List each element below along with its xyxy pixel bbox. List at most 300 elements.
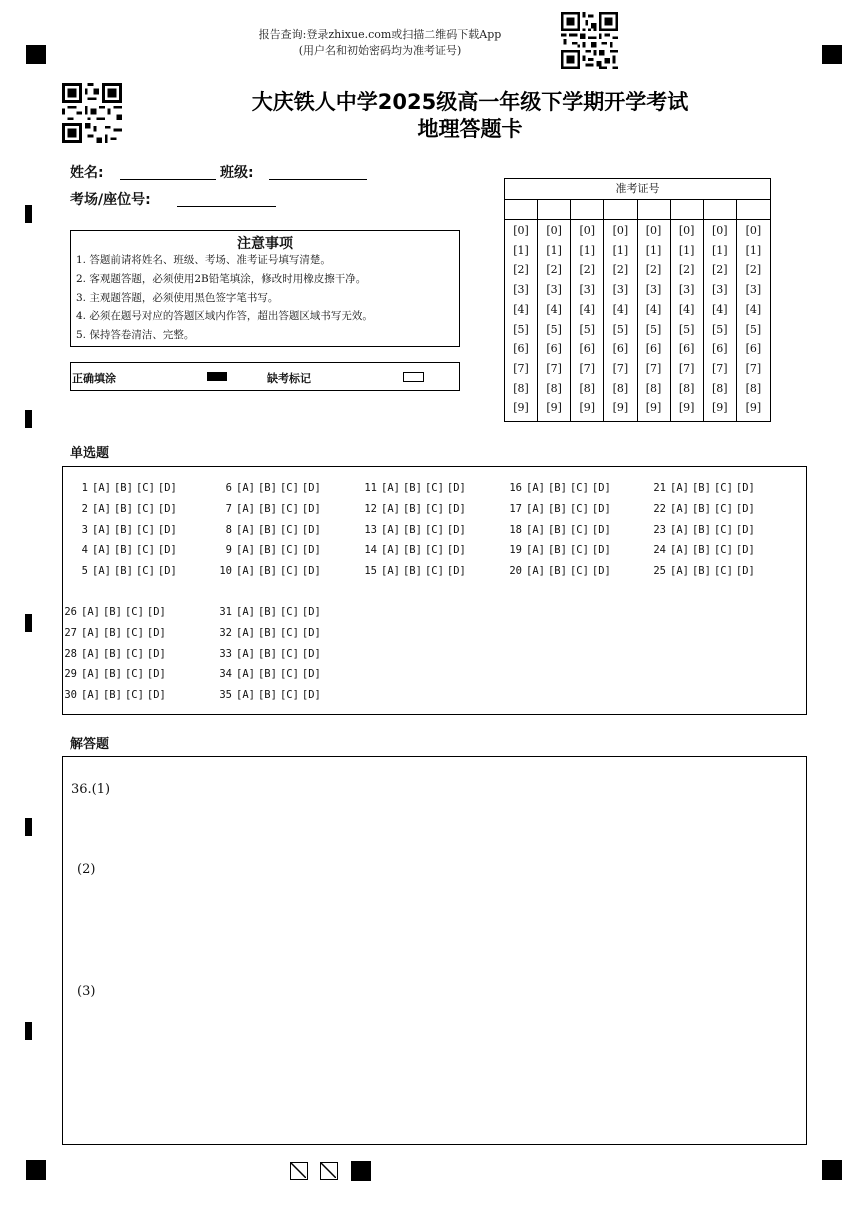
answer-bubble[interactable]: [A] xyxy=(92,482,111,494)
answer-bubble[interactable]: [C] xyxy=(713,503,733,515)
answer-bubble[interactable]: [B] xyxy=(102,648,122,660)
answer-bubble[interactable]: [D] xyxy=(301,668,321,680)
question-number: 3 xyxy=(81,524,88,536)
exam-id-bubble[interactable]: [0] xyxy=(579,224,596,237)
answer-bubble[interactable]: [C] xyxy=(124,606,144,618)
question-30 xyxy=(57,688,169,702)
exam-id-bubble[interactable]: [8] xyxy=(513,381,529,395)
question-number: 15 xyxy=(364,565,377,577)
answer-bubble[interactable]: [B] xyxy=(257,544,277,556)
answer-bubble[interactable]: [B] xyxy=(257,482,277,494)
exam-id-bubble[interactable]: [1] xyxy=(678,243,695,257)
answer-bubble[interactable]: [D] xyxy=(157,482,177,494)
exam-id-bubble[interactable]: [4] xyxy=(745,302,762,316)
answer-bubble[interactable]: [A] xyxy=(81,689,100,701)
exam-id-bubble[interactable]: [6] xyxy=(678,342,695,356)
exam-id-bubble[interactable]: [7] xyxy=(579,361,596,375)
answer-bubble[interactable]: [C] xyxy=(135,482,155,494)
question-number: 11 xyxy=(364,482,377,494)
question-number: 21 xyxy=(653,482,666,494)
exam-id-column xyxy=(671,199,704,421)
exam-id-bubble[interactable]: [6] xyxy=(645,342,662,356)
question-19 xyxy=(502,543,614,557)
answer-bubble[interactable]: [A] xyxy=(381,482,400,494)
answer-bubble[interactable]: [C] xyxy=(124,627,144,639)
answer-bubble[interactable]: [D] xyxy=(301,503,321,515)
answer-bubble[interactable]: [B] xyxy=(257,668,277,680)
answer-bubble[interactable]: [B] xyxy=(102,627,122,639)
answer-bubble[interactable]: [D] xyxy=(157,565,177,577)
essay-answer-area[interactable] xyxy=(62,756,807,1145)
answer-bubble[interactable]: [B] xyxy=(691,544,711,556)
answer-bubble[interactable]: [A] xyxy=(236,668,255,680)
answer-bubble[interactable]: [B] xyxy=(547,482,567,494)
room-seat-field[interactable] xyxy=(177,206,276,207)
answer-bubble[interactable]: [A] xyxy=(236,544,255,556)
exam-id-bubble[interactable]: [9] xyxy=(712,401,728,415)
answer-bubble[interactable]: [D] xyxy=(301,482,321,494)
answer-bubble[interactable]: [B] xyxy=(257,627,277,639)
question-2 xyxy=(68,502,180,516)
answer-bubble[interactable]: [C] xyxy=(713,524,733,536)
answer-bubble[interactable]: [C] xyxy=(569,503,589,515)
question-36-part-2: (2) xyxy=(77,862,96,877)
exam-id-bubble[interactable]: [3] xyxy=(513,283,529,297)
answer-bubble[interactable]: [D] xyxy=(446,503,466,515)
answer-bubble[interactable]: [C] xyxy=(279,689,299,701)
exam-id-column xyxy=(505,199,538,421)
notice-item: 1. 答题前请将姓名、班级、考场、准考证号填写清楚。 xyxy=(76,254,331,266)
answer-bubble[interactable]: [A] xyxy=(381,565,400,577)
exam-id-bubble[interactable]: [4] xyxy=(712,302,728,316)
exam-id-bubble[interactable]: [2] xyxy=(678,263,695,277)
exam-id-bubble[interactable]: [3] xyxy=(546,283,562,297)
answer-bubble[interactable]: [A] xyxy=(81,627,100,639)
page-mark-filled-box xyxy=(351,1161,371,1181)
answer-bubble[interactable]: [B] xyxy=(257,565,277,577)
answer-bubble[interactable]: [D] xyxy=(301,689,321,701)
answer-bubble[interactable]: [B] xyxy=(402,482,422,494)
exam-id-bubble[interactable]: [7] xyxy=(745,361,762,375)
answer-bubble[interactable]: [A] xyxy=(670,482,689,494)
answer-bubble[interactable]: [D] xyxy=(735,565,755,577)
answer-bubble[interactable]: [C] xyxy=(424,503,444,515)
exam-id-digit-box[interactable] xyxy=(671,199,703,220)
answer-bubble[interactable]: [D] xyxy=(301,606,321,618)
exam-id-bubble[interactable]: [1] xyxy=(645,243,662,257)
exam-id-bubble[interactable]: [5] xyxy=(612,322,629,336)
answer-bubble[interactable]: [B] xyxy=(547,565,567,577)
timing-mark xyxy=(25,410,32,428)
answer-bubble[interactable]: [A] xyxy=(670,524,689,536)
answer-bubble[interactable]: [B] xyxy=(113,544,133,556)
answer-bubble[interactable]: [B] xyxy=(691,524,711,536)
exam-id-bubble[interactable]: [6] xyxy=(612,342,629,356)
question-11 xyxy=(357,481,469,495)
exam-id-bubble[interactable]: [7] xyxy=(678,361,695,375)
correct-fill-sample xyxy=(207,372,227,381)
answer-bubble[interactable]: [A] xyxy=(381,524,400,536)
exam-id-bubble[interactable]: [2] xyxy=(645,263,662,277)
answer-bubble[interactable]: [A] xyxy=(81,606,100,618)
answer-bubble[interactable]: [D] xyxy=(591,524,611,536)
exam-id-bubble[interactable]: [5] xyxy=(579,322,596,336)
name-field[interactable] xyxy=(120,179,216,180)
exam-id-bubble[interactable]: [8] xyxy=(712,381,728,395)
exam-id-bubble[interactable]: [0] xyxy=(612,224,629,237)
answer-bubble[interactable]: [B] xyxy=(547,524,567,536)
exam-id-digit-box[interactable] xyxy=(571,199,603,220)
exam-id-bubble[interactable]: [4] xyxy=(678,302,695,316)
answer-bubble[interactable]: [A] xyxy=(670,565,689,577)
notice-item: 3. 主观题答题，必须使用黑色签字笔书写。 xyxy=(76,292,279,304)
answer-bubble[interactable]: [A] xyxy=(381,544,400,556)
exam-id-bubble[interactable]: [1] xyxy=(612,243,629,257)
exam-id-bubble[interactable]: [5] xyxy=(678,322,695,336)
exam-id-digit-box[interactable] xyxy=(638,199,670,220)
answer-bubble[interactable]: [D] xyxy=(146,689,166,701)
question-6 xyxy=(212,481,324,495)
question-27 xyxy=(57,626,169,640)
question-33 xyxy=(212,647,324,661)
answer-bubble[interactable]: [D] xyxy=(735,482,755,494)
notice-item: 2. 客观题答题，必须使用2B铅笔填涂，修改时用橡皮擦干净。 xyxy=(76,273,367,285)
answer-bubble[interactable]: [D] xyxy=(301,565,321,577)
question-number: 5 xyxy=(81,565,88,577)
answer-bubble[interactable]: [D] xyxy=(301,544,321,556)
answer-bubble[interactable]: [B] xyxy=(547,544,567,556)
question-number: 10 xyxy=(219,565,232,577)
exam-id-bubble[interactable]: [1] xyxy=(513,243,529,257)
answer-bubble[interactable]: [C] xyxy=(713,565,733,577)
question-number: 16 xyxy=(509,482,522,494)
question-15 xyxy=(357,564,469,578)
answer-bubble[interactable]: [C] xyxy=(713,544,733,556)
answer-bubble[interactable]: [D] xyxy=(301,524,321,536)
answer-bubble[interactable]: [B] xyxy=(257,648,277,660)
answer-bubble[interactable]: [B] xyxy=(402,544,422,556)
answer-bubble[interactable]: [A] xyxy=(92,565,111,577)
fill-example-box xyxy=(70,362,460,391)
answer-bubble[interactable]: [B] xyxy=(257,524,277,536)
answer-bubble[interactable]: [C] xyxy=(135,544,155,556)
exam-id-bubble[interactable]: [5] xyxy=(546,322,562,336)
exam-id-bubble[interactable]: [0] xyxy=(745,224,762,237)
answer-bubble[interactable]: [C] xyxy=(279,544,299,556)
exam-id-bubble[interactable]: [1] xyxy=(712,243,728,257)
question-number: 18 xyxy=(509,524,522,536)
question-number: 13 xyxy=(364,524,377,536)
exam-id-bubble[interactable]: [6] xyxy=(712,342,728,356)
exam-id-bubble[interactable]: [7] xyxy=(513,361,529,375)
question-number: 29 xyxy=(64,668,77,680)
answer-bubble[interactable]: [A] xyxy=(236,503,255,515)
notice-item: 5. 保持答卷清洁、完整。 xyxy=(76,329,195,341)
answer-bubble[interactable]: [D] xyxy=(591,544,611,556)
answer-bubble[interactable]: [C] xyxy=(424,544,444,556)
exam-id-bubble[interactable]: [4] xyxy=(645,302,662,316)
answer-bubble[interactable]: [B] xyxy=(257,689,277,701)
question-number: 1 xyxy=(81,482,88,494)
question-number: 8 xyxy=(225,524,232,536)
exam-id-bubble[interactable]: [8] xyxy=(645,381,662,395)
answer-bubble[interactable]: [C] xyxy=(279,565,299,577)
answer-bubble[interactable]: [A] xyxy=(92,503,111,515)
exam-id-bubble[interactable]: [3] xyxy=(645,283,662,297)
question-number: 12 xyxy=(364,503,377,515)
answer-bubble[interactable]: [C] xyxy=(124,689,144,701)
question-number: 6 xyxy=(225,482,232,494)
answer-bubble[interactable]: [D] xyxy=(591,503,611,515)
exam-id-bubble[interactable]: [3] xyxy=(745,283,762,297)
answer-bubble[interactable]: [A] xyxy=(236,482,255,494)
question-number: 17 xyxy=(509,503,522,515)
answer-bubble[interactable]: [D] xyxy=(446,544,466,556)
exam-id-digit-box[interactable] xyxy=(538,199,570,220)
question-number: 25 xyxy=(653,565,666,577)
answer-bubble[interactable]: [C] xyxy=(569,544,589,556)
question-number: 20 xyxy=(509,565,522,577)
exam-id-bubble[interactable]: [9] xyxy=(645,401,662,415)
exam-id-bubble[interactable]: [2] xyxy=(745,263,762,277)
exam-id-bubble[interactable]: [2] xyxy=(612,263,629,277)
answer-bubble[interactable]: [C] xyxy=(424,482,444,494)
answer-bubble[interactable]: [D] xyxy=(446,482,466,494)
answer-bubble[interactable]: [B] xyxy=(691,482,711,494)
exam-id-bubble[interactable]: [8] xyxy=(546,381,562,395)
exam-id-bubble[interactable]: [5] xyxy=(513,322,529,336)
answer-bubble[interactable]: [B] xyxy=(402,565,422,577)
question-29 xyxy=(57,667,169,681)
answer-bubble[interactable]: [B] xyxy=(547,503,567,515)
exam-id-bubble[interactable]: [2] xyxy=(546,263,562,277)
answer-bubble[interactable]: [C] xyxy=(424,524,444,536)
exam-id-bubble[interactable]: [5] xyxy=(745,322,762,336)
answer-bubble[interactable]: [B] xyxy=(691,565,711,577)
question-number: 14 xyxy=(364,544,377,556)
answer-bubble[interactable]: [A] xyxy=(236,689,255,701)
notice-title: 注意事项 xyxy=(237,236,293,252)
answer-bubble[interactable]: [D] xyxy=(157,503,177,515)
answer-bubble[interactable]: [D] xyxy=(735,503,755,515)
question-number: 26 xyxy=(64,606,77,618)
exam-id-bubble[interactable]: [9] xyxy=(546,401,562,415)
class-label: 班级: xyxy=(220,165,254,181)
answer-bubble[interactable]: [A] xyxy=(236,524,255,536)
exam-id-digit-box[interactable] xyxy=(505,199,537,220)
answer-bubble[interactable]: [A] xyxy=(92,544,111,556)
exam-id-digit-box[interactable] xyxy=(737,199,770,220)
exam-id-bubble[interactable]: [9] xyxy=(678,401,695,415)
answer-bubble[interactable]: [D] xyxy=(735,544,755,556)
question-number: 9 xyxy=(225,544,232,556)
exam-id-bubble[interactable]: [9] xyxy=(579,401,596,415)
answer-bubble[interactable]: [C] xyxy=(135,503,155,515)
answer-bubble[interactable]: [C] xyxy=(569,524,589,536)
timing-mark xyxy=(25,818,32,836)
answer-bubble[interactable]: [A] xyxy=(526,565,545,577)
answer-bubble[interactable]: [C] xyxy=(135,565,155,577)
answer-bubble[interactable]: [D] xyxy=(591,482,611,494)
question-number: 28 xyxy=(64,648,77,660)
answer-bubble[interactable]: [C] xyxy=(279,668,299,680)
answer-bubble[interactable]: [A] xyxy=(670,503,689,515)
exam-id-bubble[interactable]: [8] xyxy=(579,381,596,395)
answer-bubble[interactable]: [A] xyxy=(526,482,545,494)
answer-bubble[interactable]: [B] xyxy=(102,689,122,701)
question-20 xyxy=(502,564,614,578)
exam-id-bubble[interactable]: [2] xyxy=(513,263,529,277)
answer-bubble[interactable]: [D] xyxy=(157,544,177,556)
page-mark-slashed-box xyxy=(320,1162,338,1180)
exam-id-bubble[interactable]: [8] xyxy=(745,381,762,395)
exam-id-bubble[interactable]: [4] xyxy=(546,302,562,316)
exam-id-bubble[interactable]: [5] xyxy=(712,322,728,336)
answer-bubble[interactable]: [C] xyxy=(279,606,299,618)
exam-id-bubble[interactable]: [7] xyxy=(546,361,562,375)
answer-bubble[interactable]: [B] xyxy=(691,503,711,515)
exam-id-bubble[interactable]: [0] xyxy=(546,224,562,237)
answer-bubble[interactable]: [D] xyxy=(157,524,177,536)
answer-bubble[interactable]: [C] xyxy=(279,648,299,660)
exam-id-bubble[interactable]: [9] xyxy=(513,401,529,415)
exam-id-bubble[interactable]: [5] xyxy=(645,322,662,336)
answer-bubble[interactable]: [D] xyxy=(301,648,321,660)
answer-bubble[interactable]: [A] xyxy=(236,565,255,577)
exam-id-bubble[interactable]: [6] xyxy=(745,342,762,356)
answer-bubble[interactable]: [D] xyxy=(591,565,611,577)
exam-id-digit-box[interactable] xyxy=(704,199,736,220)
question-16 xyxy=(502,481,614,495)
exam-id-bubble[interactable]: [1] xyxy=(546,243,562,257)
exam-id-bubble[interactable]: [0] xyxy=(712,224,728,237)
answer-bubble[interactable]: [A] xyxy=(236,627,255,639)
answer-bubble[interactable]: [B] xyxy=(113,482,133,494)
exam-id-bubble[interactable]: [0] xyxy=(678,224,695,237)
answer-bubble[interactable]: [A] xyxy=(381,503,400,515)
absent-mark-checkbox[interactable] xyxy=(403,372,424,382)
notice-item: 4. 必须在题号对应的答题区域内作答，超出答题区域书写无效。 xyxy=(76,310,373,322)
question-34 xyxy=(212,667,324,681)
answer-bubble[interactable]: [D] xyxy=(735,524,755,536)
answer-bubble[interactable]: [B] xyxy=(113,565,133,577)
page-mark-slashed-box xyxy=(290,1162,308,1180)
single-choice-answer-area xyxy=(62,466,807,715)
correct-fill-label: 正确填涂 xyxy=(72,372,116,385)
exam-id-bubble[interactable]: [9] xyxy=(745,401,762,415)
answer-bubble[interactable]: [A] xyxy=(670,544,689,556)
answer-bubble[interactable]: [D] xyxy=(446,524,466,536)
exam-id-bubble[interactable]: [0] xyxy=(645,224,662,237)
exam-id-bubble[interactable]: [4] xyxy=(579,302,596,316)
exam-id-bubble[interactable]: [8] xyxy=(678,381,695,395)
answer-bubble[interactable]: [B] xyxy=(102,606,122,618)
exam-id-column xyxy=(571,199,604,421)
answer-bubble[interactable]: [B] xyxy=(402,524,422,536)
exam-id-bubble[interactable]: [6] xyxy=(546,342,562,356)
exam-id-bubble[interactable]: [6] xyxy=(513,342,529,356)
answer-bubble[interactable]: [C] xyxy=(713,482,733,494)
answer-bubble[interactable]: [D] xyxy=(146,627,166,639)
exam-id-bubble[interactable]: [7] xyxy=(645,361,662,375)
answer-bubble[interactable]: [B] xyxy=(113,524,133,536)
timing-mark xyxy=(25,614,32,632)
exam-id-bubble[interactable]: [8] xyxy=(612,381,629,395)
answer-bubble[interactable]: [C] xyxy=(279,482,299,494)
answer-bubble[interactable]: [A] xyxy=(236,606,255,618)
answer-bubble[interactable]: [A] xyxy=(526,503,545,515)
class-field[interactable] xyxy=(269,179,367,180)
answer-bubble[interactable]: [A] xyxy=(526,524,545,536)
exam-id-bubble[interactable]: [3] xyxy=(612,283,629,297)
answer-bubble[interactable]: [B] xyxy=(113,503,133,515)
answer-bubble[interactable]: [C] xyxy=(279,524,299,536)
answer-bubble[interactable]: [C] xyxy=(135,524,155,536)
answer-bubble[interactable]: [C] xyxy=(424,565,444,577)
exam-id-bubble[interactable]: [2] xyxy=(712,263,728,277)
question-5 xyxy=(68,564,180,578)
question-number: 23 xyxy=(653,524,666,536)
answer-bubble[interactable]: [C] xyxy=(569,565,589,577)
exam-id-bubble[interactable]: [3] xyxy=(678,283,695,297)
answer-bubble[interactable]: [D] xyxy=(146,648,166,660)
exam-id-bubble[interactable]: [4] xyxy=(612,302,629,316)
exam-id-bubble[interactable]: [4] xyxy=(513,302,529,316)
answer-bubble[interactable]: [C] xyxy=(279,627,299,639)
exam-id-bubble[interactable]: [7] xyxy=(612,361,629,375)
answer-bubble[interactable]: [A] xyxy=(526,544,545,556)
question-21 xyxy=(646,481,758,495)
answer-bubble[interactable]: [D] xyxy=(146,668,166,680)
answer-bubble[interactable]: [C] xyxy=(124,648,144,660)
exam-id-bubble[interactable]: [2] xyxy=(579,263,596,277)
question-35 xyxy=(212,688,324,702)
answer-bubble[interactable]: [D] xyxy=(301,627,321,639)
answer-bubble[interactable]: [B] xyxy=(257,503,277,515)
answer-bubble[interactable]: [C] xyxy=(279,503,299,515)
exam-id-bubble[interactable]: [6] xyxy=(579,342,596,356)
exam-id-bubble[interactable]: [9] xyxy=(612,401,629,415)
exam-id-bubble[interactable]: [1] xyxy=(579,243,596,257)
exam-id-bubble[interactable]: [3] xyxy=(579,283,596,297)
question-number: 2 xyxy=(81,503,88,515)
exam-id-title: 准考证号 xyxy=(505,179,770,200)
answer-bubble[interactable]: [B] xyxy=(102,668,122,680)
question-22 xyxy=(646,502,758,516)
answer-bubble[interactable]: [A] xyxy=(81,648,100,660)
question-17 xyxy=(502,502,614,516)
answer-bubble[interactable]: [A] xyxy=(81,668,100,680)
question-number: 33 xyxy=(219,648,232,660)
answer-bubble[interactable]: [B] xyxy=(402,503,422,515)
question-number: 24 xyxy=(653,544,666,556)
exam-id-digit-box[interactable] xyxy=(604,199,636,220)
answer-bubble[interactable]: [D] xyxy=(446,565,466,577)
exam-id-bubble[interactable]: [1] xyxy=(745,243,762,257)
answer-bubble[interactable]: [A] xyxy=(236,648,255,660)
exam-id-bubble[interactable]: [3] xyxy=(712,283,728,297)
answer-bubble[interactable]: [D] xyxy=(146,606,166,618)
exam-id-bubble[interactable]: [7] xyxy=(712,361,728,375)
question-7 xyxy=(212,502,324,516)
answer-bubble[interactable]: [C] xyxy=(569,482,589,494)
question-3 xyxy=(68,523,180,537)
exam-id-bubble[interactable]: [0] xyxy=(513,224,529,237)
answer-bubble[interactable]: [C] xyxy=(124,668,144,680)
answer-bubble[interactable]: [A] xyxy=(92,524,111,536)
answer-bubble[interactable]: [B] xyxy=(257,606,277,618)
question-36-part-1: 36.(1) xyxy=(71,782,111,797)
